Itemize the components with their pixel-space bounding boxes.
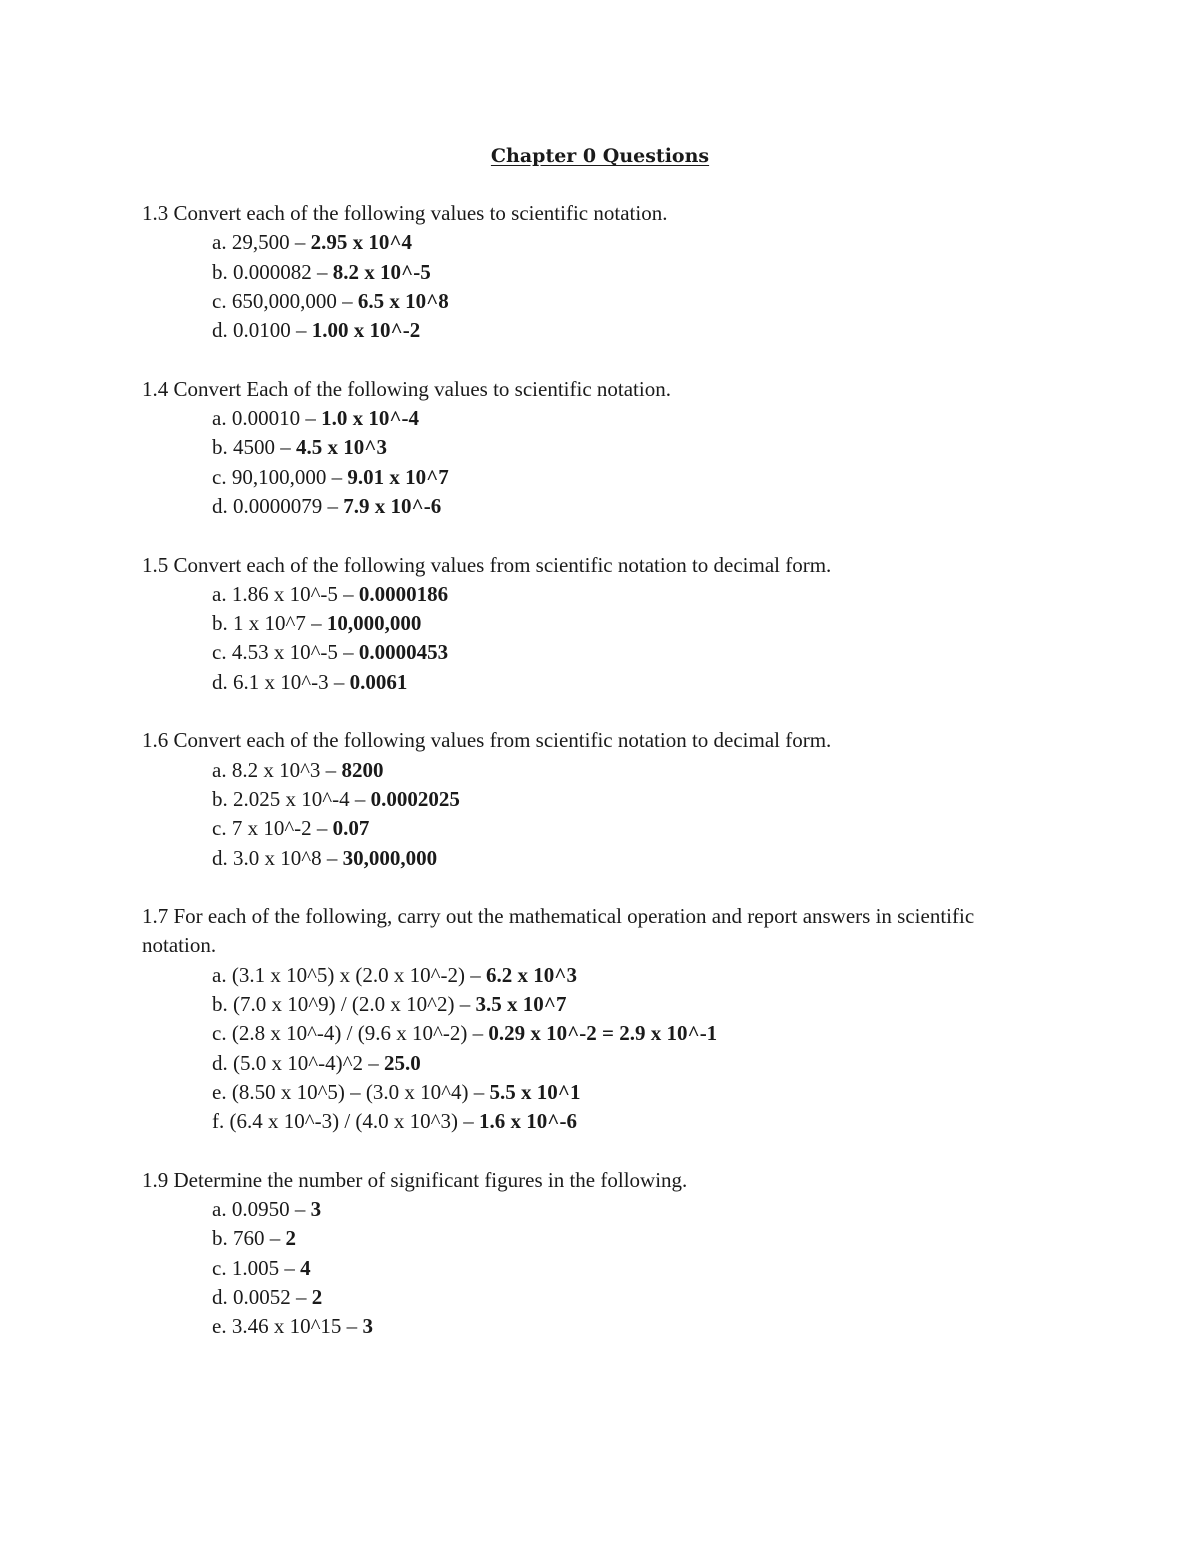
list-item [212,316,1042,345]
item-prompt: e. (8.50 x 10^5) – (3.0 x 10^4) – [212,1079,490,1104]
question-section [142,1166,1042,1342]
question-text: 1.6 Convert each of the following values from scientific notation to decimal form. [142,728,832,753]
item-prompt: b. 1 x 10^7 – [212,611,327,636]
item-prompt: c. 7 x 10^-2 – [212,816,333,841]
list-item [212,609,1042,638]
item-answer: 0.0061 [349,669,408,694]
list-item [212,1254,1042,1283]
item-prompt: a. (3.1 x 10^5) x (2.0 x 10^-2) – [212,962,486,987]
item-answer: 7.9 x 10^-6 [343,493,442,518]
question-text: 1.4 Convert Each of the following values to scientific notation. [142,376,671,401]
question-text: 1.7 For each of the following, carry out the mathematical operation and report answers in scientific notation. [142,904,975,958]
item-answer: 0.0002025 [370,786,460,811]
item-prompt: d. 0.0000079 – [212,493,344,518]
question-list [142,199,1042,1371]
list-item [212,1078,1042,1107]
item-answer: 0.0000453 [358,640,449,665]
list-item [212,287,1042,316]
item-answer: 3 [310,1197,322,1222]
page-title: Chapter 0 Questions [490,145,710,167]
item-prompt: a. 1.86 x 10^-5 – [212,581,359,606]
question-text: 1.9 Determine the number of significant figures in the following. [142,1167,688,1192]
item-answer: 1.00 x 10^-2 [311,318,421,343]
item-prompt: a. 0.0950 – [212,1197,311,1222]
list-item [212,492,1042,521]
item-prompt: c. (2.8 x 10^-4) / (9.6 x 10^-2) – [212,1021,489,1046]
item-answer: 6.5 x 10^8 [357,288,449,313]
item-prompt: f. (6.4 x 10^-3) / (4.0 x 10^3) – [212,1109,480,1134]
item-answer: 25.0 [383,1050,421,1075]
item-prompt: d. (5.0 x 10^-4)^2 – [212,1050,384,1075]
item-answer: 2.95 x 10^4 [310,230,413,255]
question-section [142,199,1042,345]
item-answer: 4 [300,1255,311,1280]
item-answer: 0.0000186 [358,581,449,606]
item-answer: 6.2 x 10^3 [486,962,577,987]
item-prompt: c. 650,000,000 – [212,288,358,313]
list-item [212,1049,1042,1078]
answer-list [142,228,1042,345]
list-item [212,228,1042,257]
item-answer: 1.0 x 10^-4 [321,406,420,431]
item-prompt: d. 0.0052 – [212,1284,312,1309]
item-prompt: c. 1.005 – [212,1255,301,1280]
item-prompt: b. (7.0 x 10^9) / (2.0 x 10^2) – [212,992,476,1017]
item-answer: 8.2 x 10^-5 [332,259,431,284]
question-section [142,375,1042,521]
list-item [212,1224,1042,1253]
item-answer: 2 [285,1226,296,1251]
item-answer: 9.01 x 10^7 [347,464,449,489]
answer-list [142,1195,1042,1341]
list-item [212,404,1042,433]
item-answer: 8200 [341,757,384,782]
list-item [212,668,1042,697]
list-item [212,1195,1042,1224]
item-prompt: d. 3.0 x 10^8 – [212,845,343,870]
item-prompt: a. 29,500 – [212,230,311,255]
list-item [212,580,1042,609]
list-item [212,1019,1042,1048]
item-answer: 5.5 x 10^1 [489,1079,581,1104]
item-answer: 2 [311,1284,323,1309]
question-section [142,551,1042,697]
item-answer: 4.5 x 10^3 [296,435,387,460]
item-prompt: d. 6.1 x 10^-3 – [212,669,350,694]
item-prompt: b. 0.000082 – [212,259,333,284]
item-prompt: d. 0.0100 – [212,318,312,343]
item-prompt: a. 8.2 x 10^3 – [212,757,342,782]
list-item [212,844,1042,873]
answer-list [142,961,1042,1137]
question-section [142,726,1042,872]
list-item [212,814,1042,843]
item-answer: 10,000,000 [326,611,422,636]
list-item [212,258,1042,287]
question-section [142,902,1042,1136]
answer-list [142,580,1042,697]
list-item [212,785,1042,814]
item-answer: 3.5 x 10^7 [475,992,567,1017]
answer-list [142,404,1042,521]
item-answer: 0.07 [332,816,370,841]
item-prompt: e. 3.46 x 10^15 – [212,1314,363,1339]
question-text: 1.3 Convert each of the following values to scientific notation. [142,201,668,225]
list-item [212,638,1042,667]
item-prompt: a. 0.00010 – [212,406,322,431]
item-prompt: c. 4.53 x 10^-5 – [212,640,359,665]
item-prompt: b. 4500 – [212,435,296,460]
item-answer: 30,000,000 [342,845,438,870]
item-prompt: c. 90,100,000 – [212,464,348,489]
list-item [212,1283,1042,1312]
item-prompt: b. 760 – [212,1226,286,1251]
answer-list [142,756,1042,873]
list-item [212,1107,1042,1136]
list-item [212,990,1042,1019]
list-item [212,756,1042,785]
list-item [212,463,1042,492]
list-item [212,433,1042,462]
item-answer: 1.6 x 10^-6 [479,1109,577,1134]
item-prompt: b. 2.025 x 10^-4 – [212,786,371,811]
question-text: 1.5 Convert each of the following values from scientific notation to decimal form. [142,552,832,577]
item-answer: 3 [362,1314,373,1339]
list-item [212,961,1042,990]
item-answer: 0.29 x 10^-2 = 2.9 x 10^-1 [488,1021,718,1046]
list-item [212,1312,1042,1341]
